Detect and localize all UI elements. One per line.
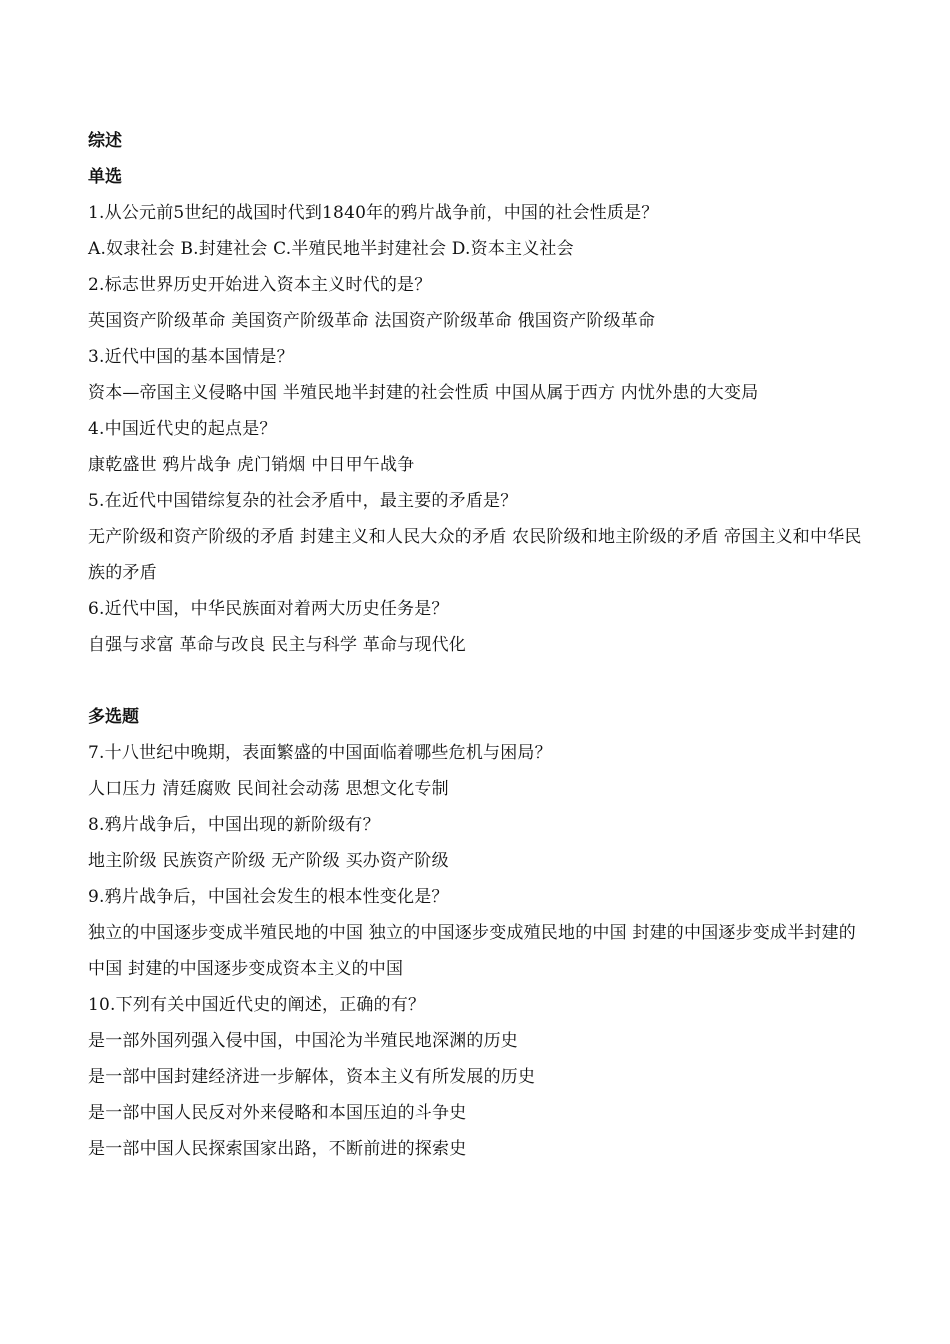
question-5-options: 无产阶级和资产阶级的矛盾 封建主义和人民大众的矛盾 农民阶级和地主阶级的矛盾 帝国主义和中华民族的矛盾 [88,527,862,583]
question-10-option-3: 是一部中国人民反对外来侵略和本国压迫的斗争史 [88,1103,467,1123]
question-4-options: 康乾盛世 鸦片战争 虎门销烟 中日甲午战争 [88,455,415,475]
question-2-options: 英国资产阶级革命 美国资产阶级革命 法国资产阶级革命 俄国资产阶级革命 [88,311,656,331]
question-8-options: 地主阶级 民族资产阶级 无产阶级 买办资产阶级 [88,851,449,871]
question-3: 3.近代中国的基本国情是？ [88,347,294,367]
question-7-options: 人口压力 清廷腐败 民间社会动荡 思想文化专制 [88,779,449,799]
question-10-option-1: 是一部外国列强入侵中国，中国沦为半殖民地深渊的历史 [88,1031,518,1051]
question-4: 4.中国近代史的起点是？ [88,419,277,439]
section-heading-summary: 综述 [88,131,122,151]
question-9-options: 独立的中国逐步变成半殖民地的中国 独立的中国逐步变成殖民地的中国 封建的中国逐步变成半封建的中国 封建的中国逐步变成资本主义的中国 [88,923,857,979]
question-6-options: 自强与求富 革命与改良 民主与科学 革命与现代化 [88,635,467,655]
document-page [88,123,868,1167]
question-1-options: A.奴隶社会 B.封建社会 C.半殖民地半封建社会 D.资本主义社会 [88,239,574,259]
question-8: 8.鸦片战争后，中国出现的新阶级有？ [88,815,380,835]
question-10-option-4: 是一部中国人民探索国家出路，不断前进的探索史 [88,1139,467,1159]
question-1: 1.从公元前5世纪的战国时代到1840年的鸦片战争前，中国的社会性质是？ [88,203,659,223]
section-heading-multiple-choice: 多选题 [88,707,139,727]
question-3-options: 资本—帝国主义侵略中国 半殖民地半封建的社会性质 中国从属于西方 内忧外患的大变局 [88,383,759,403]
question-6: 6.近代中国，中华民族面对着两大历史任务是？ [88,599,449,619]
question-9: 9.鸦片战争后，中国社会发生的根本性变化是？ [88,887,449,907]
question-10-option-2: 是一部中国封建经济进一步解体，资本主义有所发展的历史 [88,1067,536,1087]
question-10: 10.下列有关中国近代史的阐述，正确的有？ [88,995,426,1015]
question-7: 7.十八世纪中晚期，表面繁盛的中国面临着哪些危机与困局？ [88,743,552,763]
section-spacer [88,663,868,699]
question-5: 5.在近代中国错综复杂的社会矛盾中，最主要的矛盾是？ [88,491,518,511]
section-heading-single-choice: 单选 [88,167,122,187]
question-2: 2.标志世界历史开始进入资本主义时代的是？ [88,275,432,295]
